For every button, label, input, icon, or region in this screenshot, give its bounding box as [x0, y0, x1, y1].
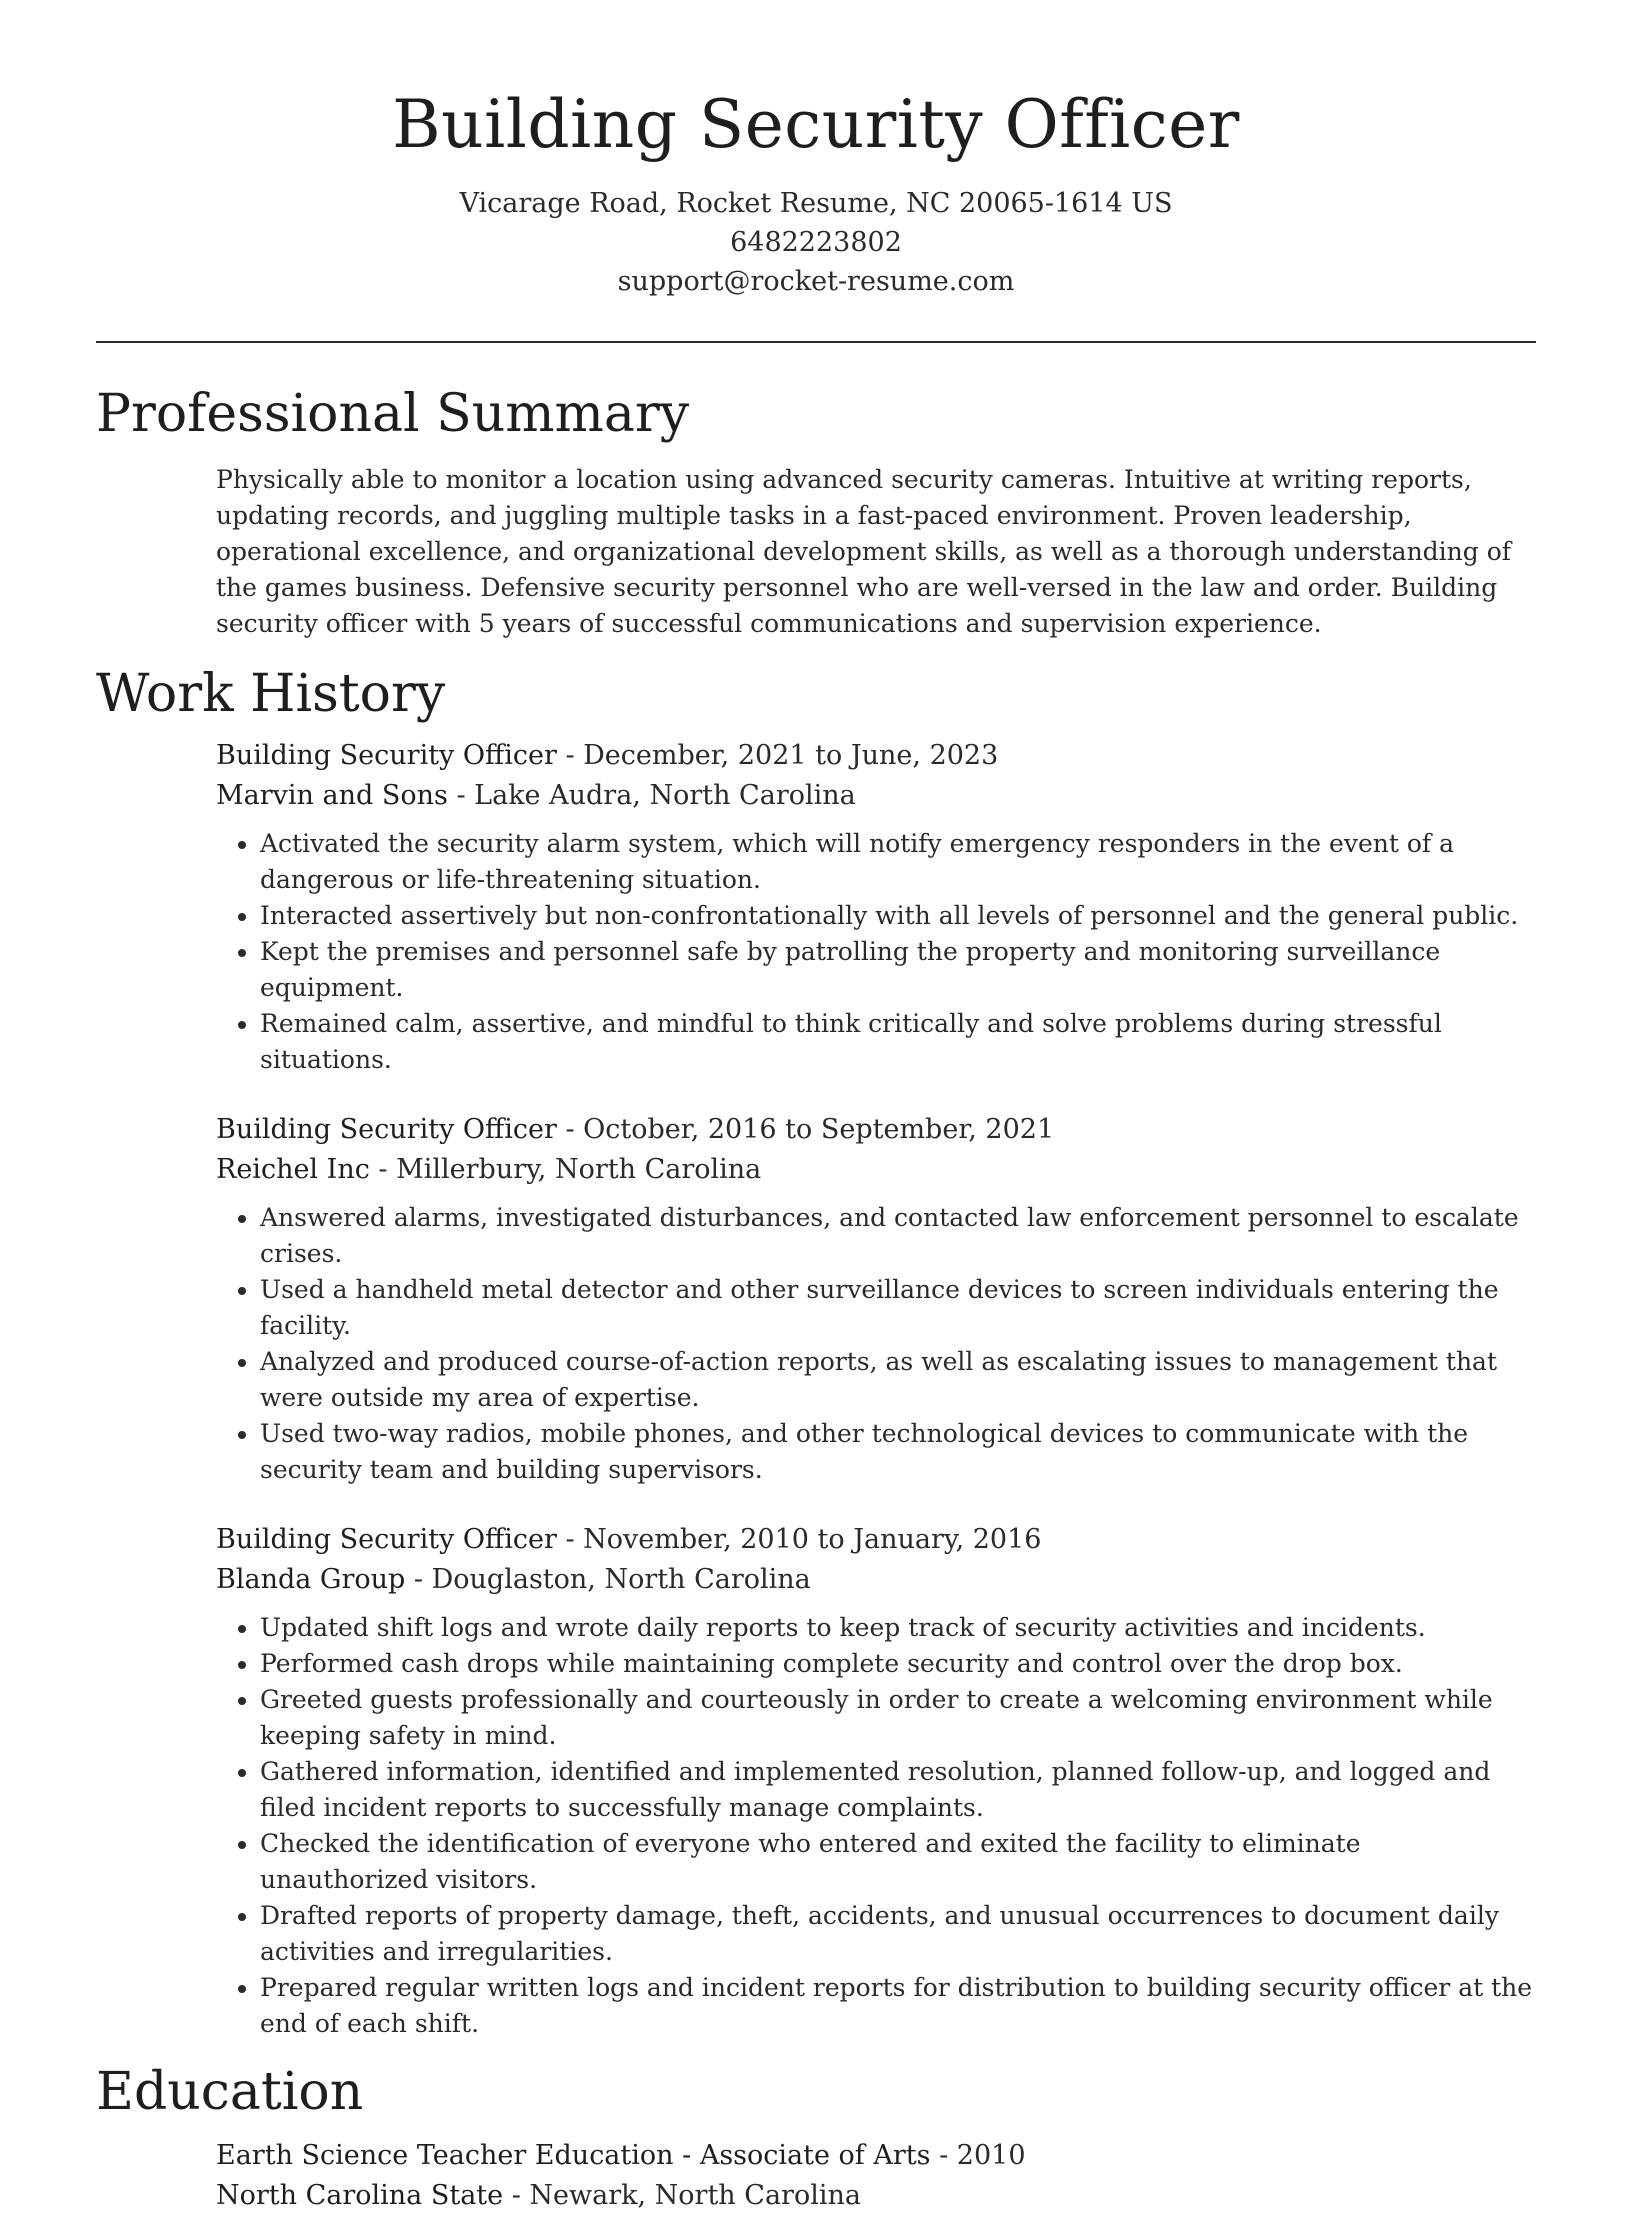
contact-block	[0, 184, 1632, 301]
job-company: Blanda Group	[216, 1564, 406, 1595]
duty-item: • Gathered information, identified and implemented resolution, planned follow-up, and logged and filed incident reports to successfully manage complaints.	[260, 1754, 1536, 1826]
education-location: - Newark, North Carolina	[503, 2180, 861, 2211]
section-title-education: Education	[96, 2062, 364, 2122]
contact-email: support@rocket-resume.com	[617, 266, 1015, 297]
duty-item: • Remained calm, assertive, and mindful to think critically and solve problems during stressful situations.	[260, 1006, 1536, 1078]
job-duties-list	[216, 1610, 1536, 2042]
duty-item: • Drafted reports of property damage, theft, accidents, and unusual occurrences to document daily activities and irregularities.	[260, 1898, 1536, 1970]
summary-text: Physically able to monitor a location using advanced security cameras. Intuitive at writing reports, updating records, and juggling multiple tasks in a fast-paced environment. Proven leadership, operational excellence, and organizational development skills, as well as a thorough understanding of the games business. Defensive security personnel who are well-versed in the law and order. Building security officer with 5 years of successful communications and supervision experience.	[216, 465, 1512, 638]
duty-item: • Performed cash drops while maintaining complete security and control over the drop box.	[260, 1646, 1536, 1682]
professional-summary-section	[96, 380, 1536, 642]
section-title-work-history: Work History	[96, 664, 446, 724]
job-title-line	[216, 1110, 1536, 1150]
education-school: North Carolina State	[216, 2180, 504, 2211]
education-section	[96, 2058, 1536, 2216]
education-program-line	[216, 2136, 1536, 2176]
education-year: - 2010	[930, 2140, 1026, 2171]
resume-body	[96, 380, 1536, 2216]
job-duties-list	[216, 826, 1536, 1078]
contact-phone: 6482223802	[730, 227, 902, 258]
duty-item: • Answered alarms, investigated disturbances, and contacted law enforcement personnel to escalate crises.	[260, 1200, 1536, 1272]
resume-header	[0, 0, 1632, 301]
job-company-line	[216, 776, 1536, 816]
job-entry	[216, 1110, 1536, 1488]
duty-item: • Used a handheld metal detector and other surveillance devices to screen individuals entering the facility.	[260, 1272, 1536, 1344]
job-title-line	[216, 736, 1536, 776]
education-school-line	[216, 2176, 1536, 2216]
work-history-section	[96, 660, 1536, 2042]
job-entry	[216, 736, 1536, 1078]
duty-item: • Updated shift logs and wrote daily reports to keep track of security activities and incidents.	[260, 1610, 1536, 1646]
job-company-line	[216, 1150, 1536, 1190]
contact-address: Vicarage Road, Rocket Resume, NC 20065-1614 US	[459, 188, 1173, 219]
duty-item: • Analyzed and produced course-of-action reports, as well as escalating issues to management that were outside my area of expertise.	[260, 1344, 1536, 1416]
job-dates: - November, 2010 to January, 2016	[556, 1524, 1042, 1555]
job-title-line	[216, 1520, 1536, 1560]
job-location: - Douglaston, North Carolina	[405, 1564, 811, 1595]
duty-item: • Greeted guests professionally and courteously in order to create a welcoming environment while keeping safety in mind.	[260, 1682, 1536, 1754]
job-company: Reichel Inc	[216, 1154, 370, 1185]
education-program: Earth Science Teacher Education - Associate of Arts	[216, 2140, 931, 2171]
job-dates: - December, 2021 to June, 2023	[556, 740, 999, 771]
duty-item: • Interacted assertively but non-confrontationally with all levels of personnel and the general public.	[260, 898, 1536, 934]
job-entry	[216, 1520, 1536, 2042]
job-location: - Millerbury, North Carolina	[369, 1154, 762, 1185]
duty-item: • Activated the security alarm system, which will notify emergency responders in the event of a dangerous or life-threatening situation.	[260, 826, 1536, 898]
job-location: - Lake Audra, North Carolina	[447, 780, 856, 811]
job-dates: - October, 2016 to September, 2021	[556, 1114, 1055, 1145]
job-role: Building Security Officer	[216, 740, 557, 771]
duty-item: • Checked the identification of everyone who entered and exited the facility to eliminate unauthorized visitors.	[260, 1826, 1536, 1898]
section-title-summary: Professional Summary	[96, 384, 690, 444]
job-company: Marvin and Sons	[216, 780, 448, 811]
job-role: Building Security Officer	[216, 1524, 557, 1555]
job-company-line	[216, 1560, 1536, 1600]
job-duties-list	[216, 1200, 1536, 1488]
candidate-name: Building Security Officer	[392, 86, 1240, 163]
header-divider	[96, 341, 1536, 343]
duty-item: • Used two-way radios, mobile phones, and other technological devices to communicate with the security team and building supervisors.	[260, 1416, 1536, 1488]
job-role: Building Security Officer	[216, 1114, 557, 1145]
education-entry	[216, 2136, 1536, 2216]
duty-item: • Prepared regular written logs and incident reports for distribution to building security officer at the end of each shift.	[260, 1970, 1536, 2042]
duty-item: • Kept the premises and personnel safe by patrolling the property and monitoring surveillance equipment.	[260, 934, 1536, 1006]
